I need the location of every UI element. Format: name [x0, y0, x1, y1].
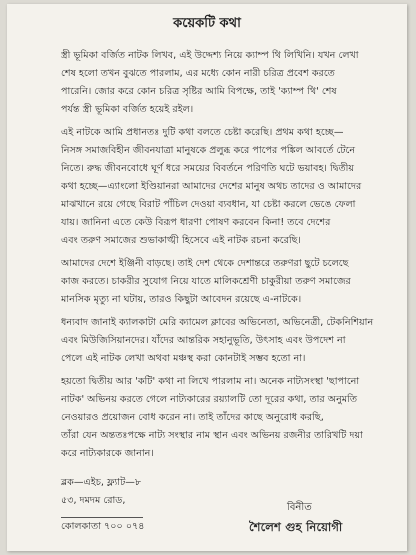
text-line: ধন্যবাদ জানাই ক্যালকাটা মেরি ক্যামেল ক্লাবের অভিনেতা, অভিনেত্রী, টেকনিশিয়ান: [61, 317, 374, 328]
address-line: ব্লক—এইচ, ফ্ল্যাট—৮: [61, 477, 142, 488]
text-line: শেষ হলো তখন বুঝতে পারলাম, এর মধ্যে কোন নারী চরিত্র প্রবেশ করতে: [61, 68, 335, 79]
text-line: যায়। জানিনা এতে কেউ বিরূপ ধারণা পোষণ করবেন কিনা! তবে দেশের: [61, 217, 331, 228]
text-line: কথা হচ্ছে—এ্যাংলো ইণ্ডিয়ানরা আমাদের দেশের মানুষ অথচ তাদের ও আমাদের: [61, 181, 362, 192]
text-line: আমাদের দেশে ইঞ্জিনী বাড়ছে। তাই দেশ থেকে দেশান্তরে তরুণরা ছুটে চলেছে: [61, 258, 349, 269]
address-line: কোলকাতা ৭০০ ০৭৪: [61, 521, 145, 532]
text-line: মানসিক মৃত্যু না ঘটায়, তারও কিছুটা আবেদন রয়েছে এ-নাটকে।: [61, 294, 302, 305]
text-line: নেওয়ারও প্রয়োজন বোধ করেন না। তাই তাঁদের কাছে অনুরোধ করছি,: [61, 412, 324, 423]
document-page: [7, 4, 407, 551]
text-line: স্ত্রী ভূমিকা বর্জিত নাটক লিখব, এই উদ্দেশ্য নিয়ে ক্যাম্প থি লিখিনি। যখন লেখা: [61, 50, 359, 61]
text-line: নাটক' অভিনয় করতে গেলে নাট্যকারের রয়্যালটি তো দূরের কথা, তার অনুমতি: [61, 394, 358, 405]
text-line: এবং মিউজিসিয়ানদের। যাঁদের আন্তরিক সহানুভূতি, উৎসাহ এবং উপদেশ না: [61, 335, 346, 346]
text-line: হয়তো দ্বিতীয় আর 'কটি' কথা না লিখে পারলাম না। অনেক নাট্যসংস্থা 'ছাপানো: [61, 376, 360, 387]
text-line: পর্যন্ত স্ত্রী ভূমিকা বর্জিত হয়েই রইল।: [61, 104, 194, 115]
text-line: পারেনি। জোর করে কোন চরিত্র সৃষ্টির আমি বিপক্ষে, তাই 'ক্যাম্প থি' শেষ: [61, 86, 337, 97]
page-title: কয়েকটি কথা: [173, 16, 241, 31]
address-line: ৫৩, দমদম রোড,: [61, 495, 126, 506]
text-line: নিসঙ্গ সমাজবিহীন জীবনযাত্রা মানুষকে প্রলুব্ধ করে পাপের পঙ্কিল আবর্তে টেনে: [61, 145, 356, 156]
text-line: তাঁরা যেন অন্ততঃপক্ষে নাট্য সংস্থার নাম স্থান এবং অভিনয় রজনীর তারিখটি দয়া: [61, 430, 363, 441]
text-line: এবং তরুণ সমাজের শুভাকাঙ্খী হিসেবে এই নাটক রচনা করেছি।: [61, 235, 301, 246]
text-line: এই নাটকে আমি প্রধানতঃ দুটি কথা বলতে চেষ্টা করেছি। প্রথম কথা হচ্ছে—: [61, 127, 344, 138]
text-line: মাঝখানে রয়ে গেছে বিরাট পাঁচিল দেওয়া ব্যবধান, যা চেষ্টা করলে ভেঙে ফেলা: [61, 199, 356, 210]
text-line: নিতে। রুদ্ধ জীবনবোধে ঘূর্ণ ধরে সময়ের বিবর্তনে পরিণতি ঘটে ভয়াবহ। দ্বিতীয়: [61, 163, 355, 174]
closing-text: বিনীত: [287, 502, 312, 513]
text-line: পেলে এই নাটক লেখা অথবা মঞ্চস্থ করা কোনটাই সম্ভব হতো না।: [61, 353, 306, 364]
text-line: কাজ করতে। চাকরীর সুযোগ নিয়ে যাতে মালিকশ্রেণী চাকুরীয়া তরুণ সমাজের: [61, 276, 351, 287]
address-divider: [61, 517, 143, 518]
text-line: করে নাট্যকারকে জানান।: [61, 448, 154, 459]
author-name: শৈলেশ গুহ নিয়োগী: [249, 520, 343, 534]
